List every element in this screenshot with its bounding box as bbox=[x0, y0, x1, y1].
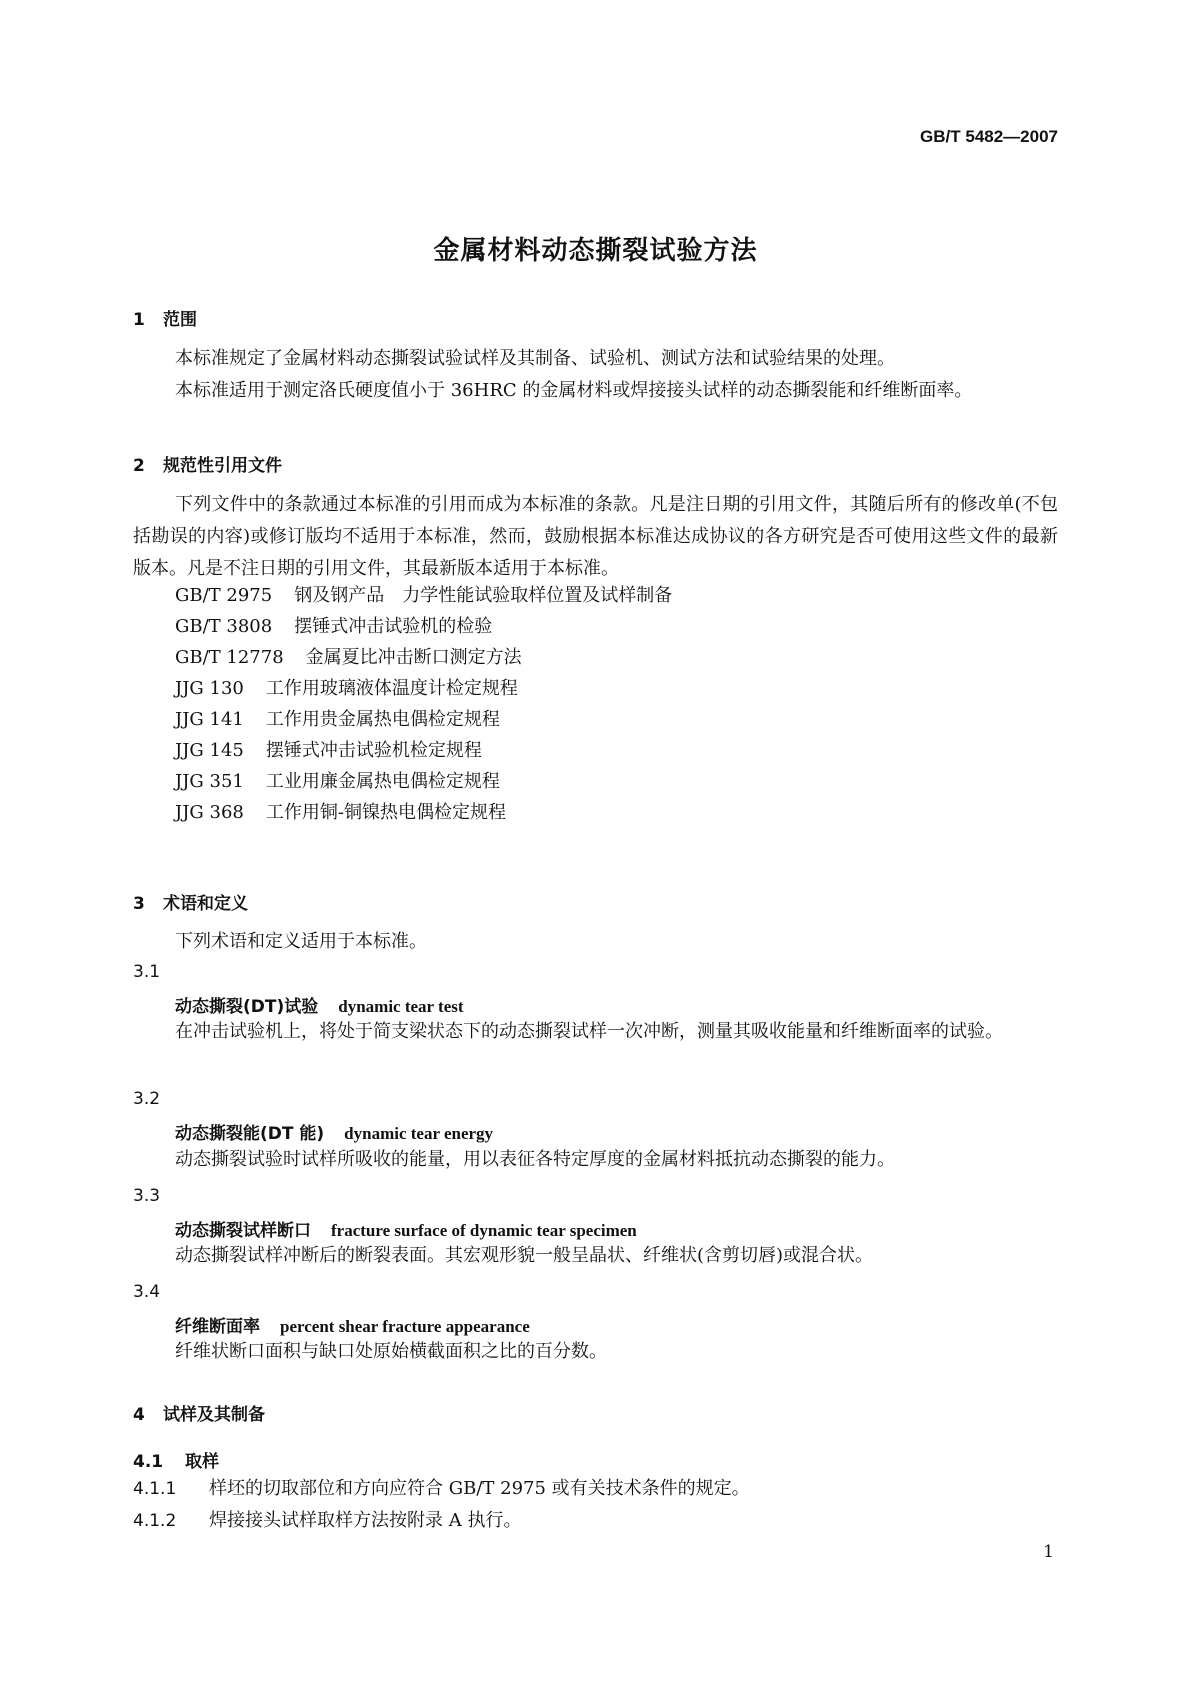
reference-title: 工作用玻璃液体温度计检定规程 bbox=[265, 678, 518, 699]
clause-text: 样坯的切取部位和方向应符合 GB/T 2975 或有关技术条件的规定。 bbox=[209, 1478, 750, 1499]
term-heading bbox=[175, 1216, 637, 1241]
section-3-heading bbox=[133, 889, 248, 914]
reference-code: JJG 145 bbox=[175, 740, 244, 761]
term-en: dynamic tear test bbox=[338, 997, 464, 1016]
section-number: 1 bbox=[133, 310, 145, 330]
term-definition: 动态撕裂试验时试样所吸收的能量，用以表征各特定厚度的金属材料抵抗动态撕裂的能力。 bbox=[175, 1149, 895, 1170]
paragraph: 本标准规定了金属材料动态撕裂试验试样及其制备、试验机、测试方法和试验结果的处理。 bbox=[175, 348, 895, 369]
reference-item bbox=[175, 673, 518, 705]
paragraph: 下列术语和定义适用于本标准。 bbox=[175, 931, 427, 952]
term-en: percent shear fracture appearance bbox=[280, 1317, 530, 1336]
term-definition: 纤维状断口面积与缺口处原始横截面积之比的百分数。 bbox=[175, 1341, 607, 1362]
reference-title: 工作用贵金属热电偶检定规程 bbox=[265, 709, 500, 730]
reference-code: GB/T 3808 bbox=[175, 616, 273, 637]
clause-item bbox=[133, 1505, 521, 1537]
section-2-heading bbox=[133, 451, 282, 476]
term-definition: 在冲击试验机上，将处于简支梁状态下的动态撕裂试样一次冲断，测量其吸收能量和纤维断面率的试验。 bbox=[175, 1021, 1003, 1042]
section-number: 4 bbox=[133, 1405, 145, 1425]
reference-code: GB/T 12778 bbox=[175, 647, 284, 668]
reference-code: GB/T 2975 bbox=[175, 585, 273, 606]
document-title: 金属材料动态撕裂试验方法 bbox=[433, 236, 758, 266]
reference-item bbox=[175, 580, 672, 612]
section-title: 试样及其制备 bbox=[163, 1405, 265, 1425]
term-definition: 动态撕裂试样冲断后的断裂表面。其宏观形貌一般呈晶状、纤维状(含剪切唇)或混合状。 bbox=[175, 1245, 874, 1266]
term-cn: 动态撕裂试样断口 bbox=[175, 1221, 311, 1241]
reference-title: 金属夏比冲击断口测定方法 bbox=[305, 647, 522, 668]
clause-text: 焊接接头试样取样方法按附录 A 执行。 bbox=[209, 1510, 522, 1531]
reference-title: 摆锤式冲击试验机的检验 bbox=[294, 616, 493, 637]
term-en: fracture surface of dynamic tear specimen bbox=[331, 1221, 637, 1240]
section-title: 规范性引用文件 bbox=[163, 456, 282, 476]
reference-item bbox=[175, 611, 492, 643]
standard-code: GB/T 5482—2007 bbox=[920, 127, 1058, 146]
section-4-heading bbox=[133, 1400, 265, 1425]
subsection-number: 4.1 bbox=[133, 1452, 164, 1472]
term-cn: 动态撕裂能(DT 能) bbox=[175, 1124, 325, 1144]
reference-code: JJG 130 bbox=[175, 678, 244, 699]
term-cn: 动态撕裂(DT)试验 bbox=[175, 997, 319, 1017]
term-heading bbox=[175, 1119, 493, 1144]
section-title: 范围 bbox=[163, 310, 197, 330]
term-cn: 纤维断面率 bbox=[175, 1317, 260, 1337]
section-number: 3 bbox=[133, 894, 145, 914]
term-heading bbox=[175, 1312, 530, 1337]
term-heading bbox=[175, 992, 464, 1017]
reference-item bbox=[175, 766, 500, 798]
reference-title: 工作用铜-铜镍热电偶检定规程 bbox=[265, 802, 506, 823]
term-number: 3.1 bbox=[133, 962, 161, 982]
term-number: 3.3 bbox=[133, 1186, 161, 1206]
reference-title: 工业用廉金属热电偶检定规程 bbox=[265, 771, 500, 792]
page-number: 1 bbox=[1043, 1542, 1054, 1562]
reference-code: JJG 141 bbox=[175, 709, 244, 730]
reference-item bbox=[175, 797, 506, 829]
reference-item bbox=[175, 735, 482, 767]
reference-item bbox=[175, 642, 522, 674]
reference-item bbox=[175, 704, 500, 736]
term-number: 3.2 bbox=[133, 1089, 161, 1109]
reference-code: JJG 368 bbox=[175, 802, 244, 823]
reference-title: 钢及钢产品 力学性能试验取样位置及试样制备 bbox=[294, 585, 673, 606]
subsection-4-1-heading bbox=[133, 1447, 219, 1472]
term-number: 3.4 bbox=[133, 1282, 161, 1302]
clause-item bbox=[133, 1473, 750, 1505]
section-1-heading bbox=[133, 305, 197, 330]
section-number: 2 bbox=[133, 456, 145, 476]
clause-number: 4.1.1 bbox=[133, 1479, 177, 1499]
reference-code: JJG 351 bbox=[175, 771, 244, 792]
term-en: dynamic tear energy bbox=[344, 1124, 494, 1143]
paragraph: 本标准适用于测定洛氏硬度值小于 36HRC 的金属材料或焊接接头试样的动态撕裂能和纤维断面率。 bbox=[175, 380, 973, 401]
section-title: 术语和定义 bbox=[163, 894, 248, 914]
reference-title: 摆锤式冲击试验机检定规程 bbox=[265, 740, 482, 761]
paragraph: 下列文件中的条款通过本标准的引用而成为本标准的条款。凡是注日期的引用文件，其随后所有的修改单(不包括勘误的内容)或修订版均不适用于本标准，然而，鼓励根据本标准达成协议的各方研究是否可使用这些文件的最新版本。凡是不注日期的引用文件，其最新版本适用于本标准。 bbox=[133, 494, 1058, 579]
clause-number: 4.1.2 bbox=[133, 1511, 177, 1531]
subsection-title: 取样 bbox=[185, 1452, 219, 1472]
